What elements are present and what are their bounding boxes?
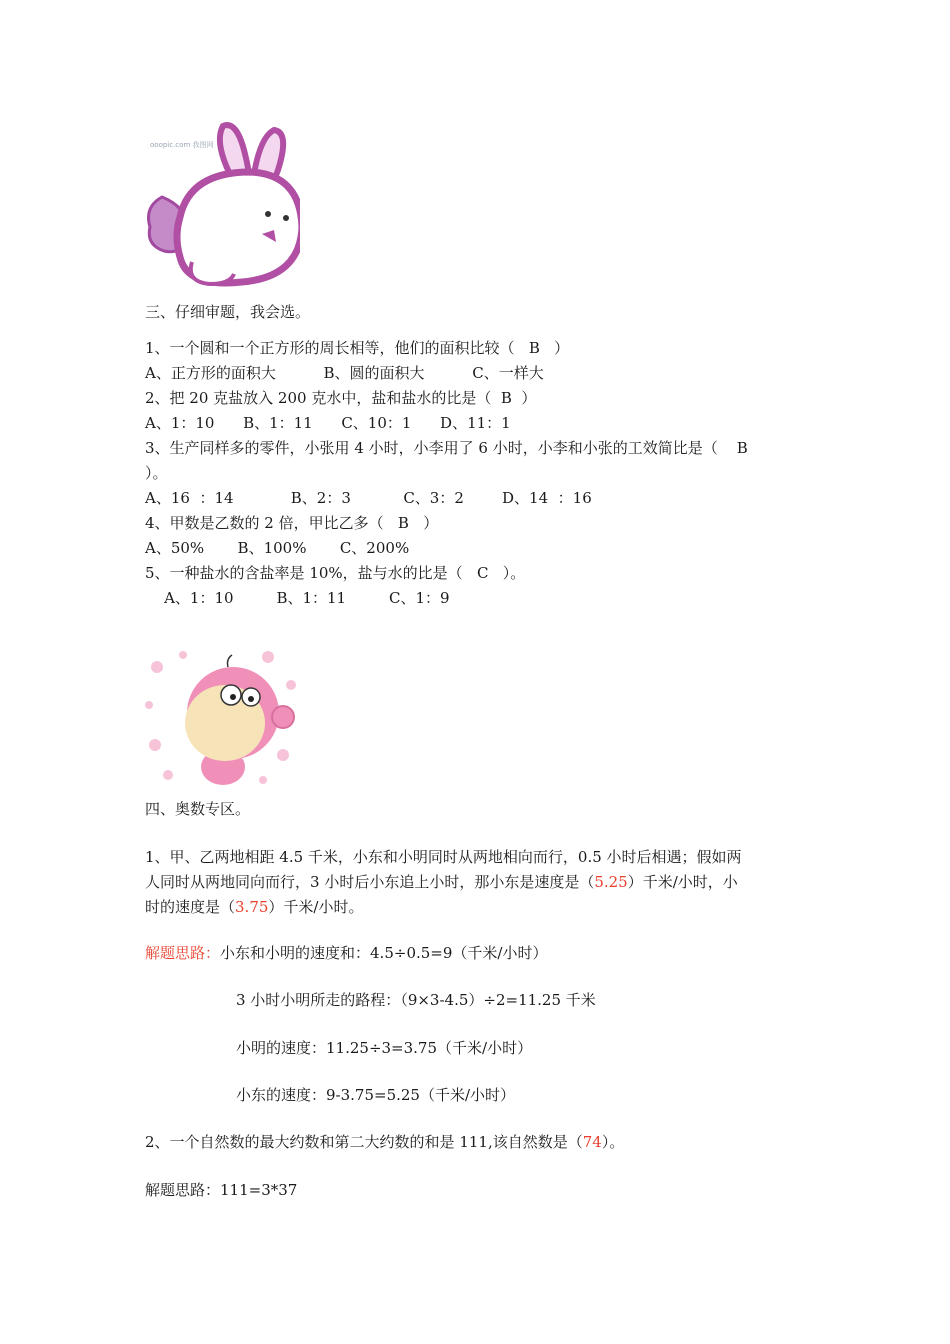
q3-stem-line1: 3、生产同样多的零件，小张用 4 小时，小李用了 6 小时，小李和小张的工效简比是（ B bbox=[145, 439, 748, 457]
p1-line1: 1、甲、乙两地相距 4.5 千米，小东和小明同时从两地相向而行，0.5 小时后相遇；假如两 bbox=[145, 848, 742, 866]
q3-options: A、16 ：14 B、2：3 C、3：2 D、14 ：16 bbox=[145, 489, 592, 507]
q4-stem: 4、甲数是乙数的 2 倍，甲比乙多（ B ） bbox=[145, 514, 439, 532]
section3-title: 三、仔细审题，我会选。 bbox=[145, 303, 311, 321]
monkey-illustration bbox=[143, 645, 300, 790]
q2-options: A、1：10 B、1：11 C、10：1 D、11：1 bbox=[145, 414, 511, 432]
p1-solution-1-text: 小东和小明的速度和：4.5÷0.5=9（千米/小时） bbox=[220, 944, 548, 962]
p1-answer-xiaoming-speed: 3.75 bbox=[235, 898, 269, 916]
q3-stem-line2: ）。 bbox=[145, 464, 168, 482]
watermark-text: ooopic.com 我图网 bbox=[150, 141, 214, 149]
q2-stem: 2、把 20 克盐放入 200 克水中，盐和盐水的比是（ B ） bbox=[145, 389, 537, 407]
q1-options: A、正方形的面积大 B、圆的面积大 C、一样大 bbox=[145, 364, 544, 382]
p1-solution-label: 解题思路： bbox=[145, 944, 221, 962]
p1-line3-a: 时的速度是（ bbox=[145, 898, 236, 916]
p1-line3-b: ）千米/小时。 bbox=[268, 898, 364, 916]
p1-solution-4: 小东的速度：9-3.75=5.25（千米/小时） bbox=[236, 1086, 516, 1104]
p2-stem-a: 2、一个自然数的最大约数和第二大约数的和是 111,该自然数是（ bbox=[145, 1133, 583, 1151]
p1-line2-a: 人同时从两地同向而行，3 小时后小东追上小时，那小东是速度是（ bbox=[145, 873, 595, 891]
q5-options: A、1：10 B、1：11 C、1：9 bbox=[145, 589, 450, 607]
p1-solution-3: 小明的速度：11.25÷3=3.75（千米/小时） bbox=[236, 1039, 533, 1057]
q5-stem: 5、一种盐水的含盐率是 10%，盐与水的比是（ C ）。 bbox=[145, 564, 526, 582]
q4-options: A、50% B、100% C、200% bbox=[145, 539, 410, 557]
p1-line2-b: ）千米/小时，小 bbox=[627, 873, 738, 891]
p1-line2 bbox=[145, 872, 738, 892]
p1-answer-xiaodong-speed: 5.25 bbox=[594, 873, 628, 891]
p2-solution: 解题思路：111=3*37 bbox=[145, 1181, 298, 1199]
rabbit-illustration bbox=[140, 122, 300, 292]
p2-stem bbox=[145, 1132, 624, 1152]
p2-stem-b: ）。 bbox=[601, 1133, 625, 1151]
p2-answer: 74 bbox=[582, 1133, 602, 1151]
q1-stem: 1、一个圆和一个正方形的周长相等，他们的面积比较（ B ） bbox=[145, 339, 570, 357]
p1-solution-1 bbox=[145, 943, 547, 963]
p1-line3 bbox=[145, 897, 363, 917]
p1-solution-2: 3 小时小明所走的路程：（9×3-4.5）÷2=11.25 千米 bbox=[236, 991, 596, 1009]
section4-title: 四、奥数专区。 bbox=[145, 800, 251, 818]
